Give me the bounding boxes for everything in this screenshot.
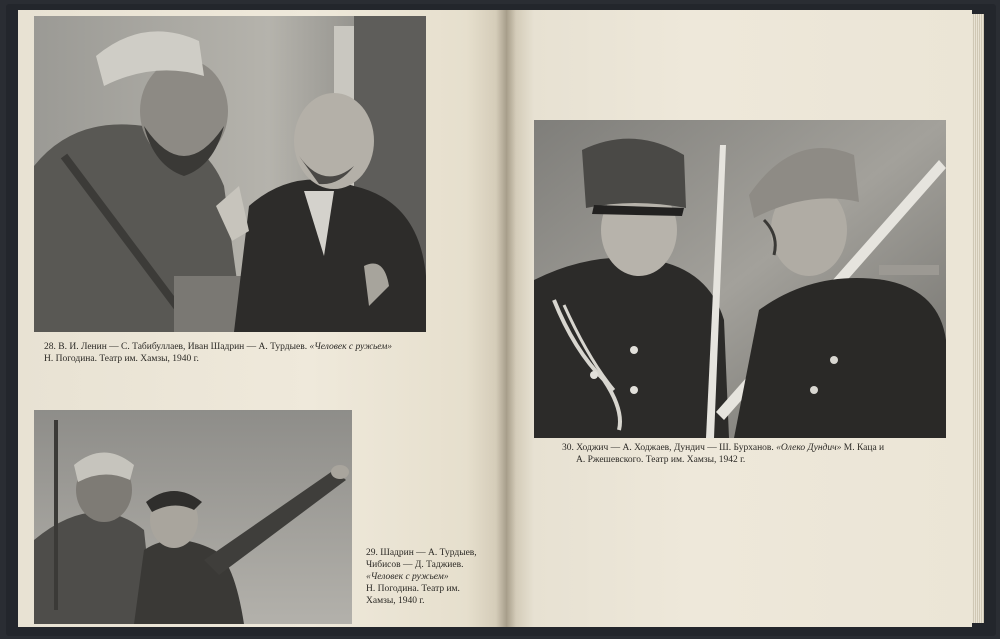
photo-30-image	[534, 120, 946, 438]
book-gutter	[496, 10, 516, 627]
caption-28-text: 28. В. И. Ленин — С. Табибуллаев, Иван Шадрин — А. Турдыев.	[44, 342, 308, 352]
caption-30	[562, 442, 932, 466]
caption-29-line-5: Хамзы, 1940 г.	[366, 596, 425, 606]
caption-29-play-title: «Человек с ружьем»	[366, 572, 449, 582]
caption-29-line-2: Чибисов — Д. Таджиев.	[366, 560, 464, 570]
caption-30-authors: М. Каца и	[843, 443, 885, 453]
photo-29	[34, 410, 352, 624]
caption-30-play-title: «Олеко Дундич»	[776, 443, 842, 453]
page-edges	[972, 14, 984, 623]
photo-29-image	[34, 410, 352, 624]
photo-28	[34, 16, 426, 332]
caption-30-line-2: А. Ржешевского. Театр им. Хамзы, 1942 г.	[576, 455, 746, 465]
caption-30-text: 30. Ходжич — А. Ходжаев, Дундич — Ш. Бурханов.	[562, 443, 774, 453]
photo-30	[534, 120, 946, 438]
caption-28-play-title: «Человек с ружьем»	[309, 342, 393, 352]
caption-29	[366, 547, 486, 607]
caption-29-line-1: 29. Шадрин — А. Турдыев,	[366, 548, 477, 558]
caption-30-line-1	[562, 442, 932, 454]
photo-28-image	[34, 16, 426, 332]
caption-28-line-1	[44, 341, 414, 353]
caption-28-line-2: Н. Погодина. Театр им. Хамзы, 1940 г.	[44, 354, 199, 364]
caption-28	[44, 341, 414, 365]
caption-29-line-4: Н. Погодина. Театр им.	[366, 584, 460, 594]
